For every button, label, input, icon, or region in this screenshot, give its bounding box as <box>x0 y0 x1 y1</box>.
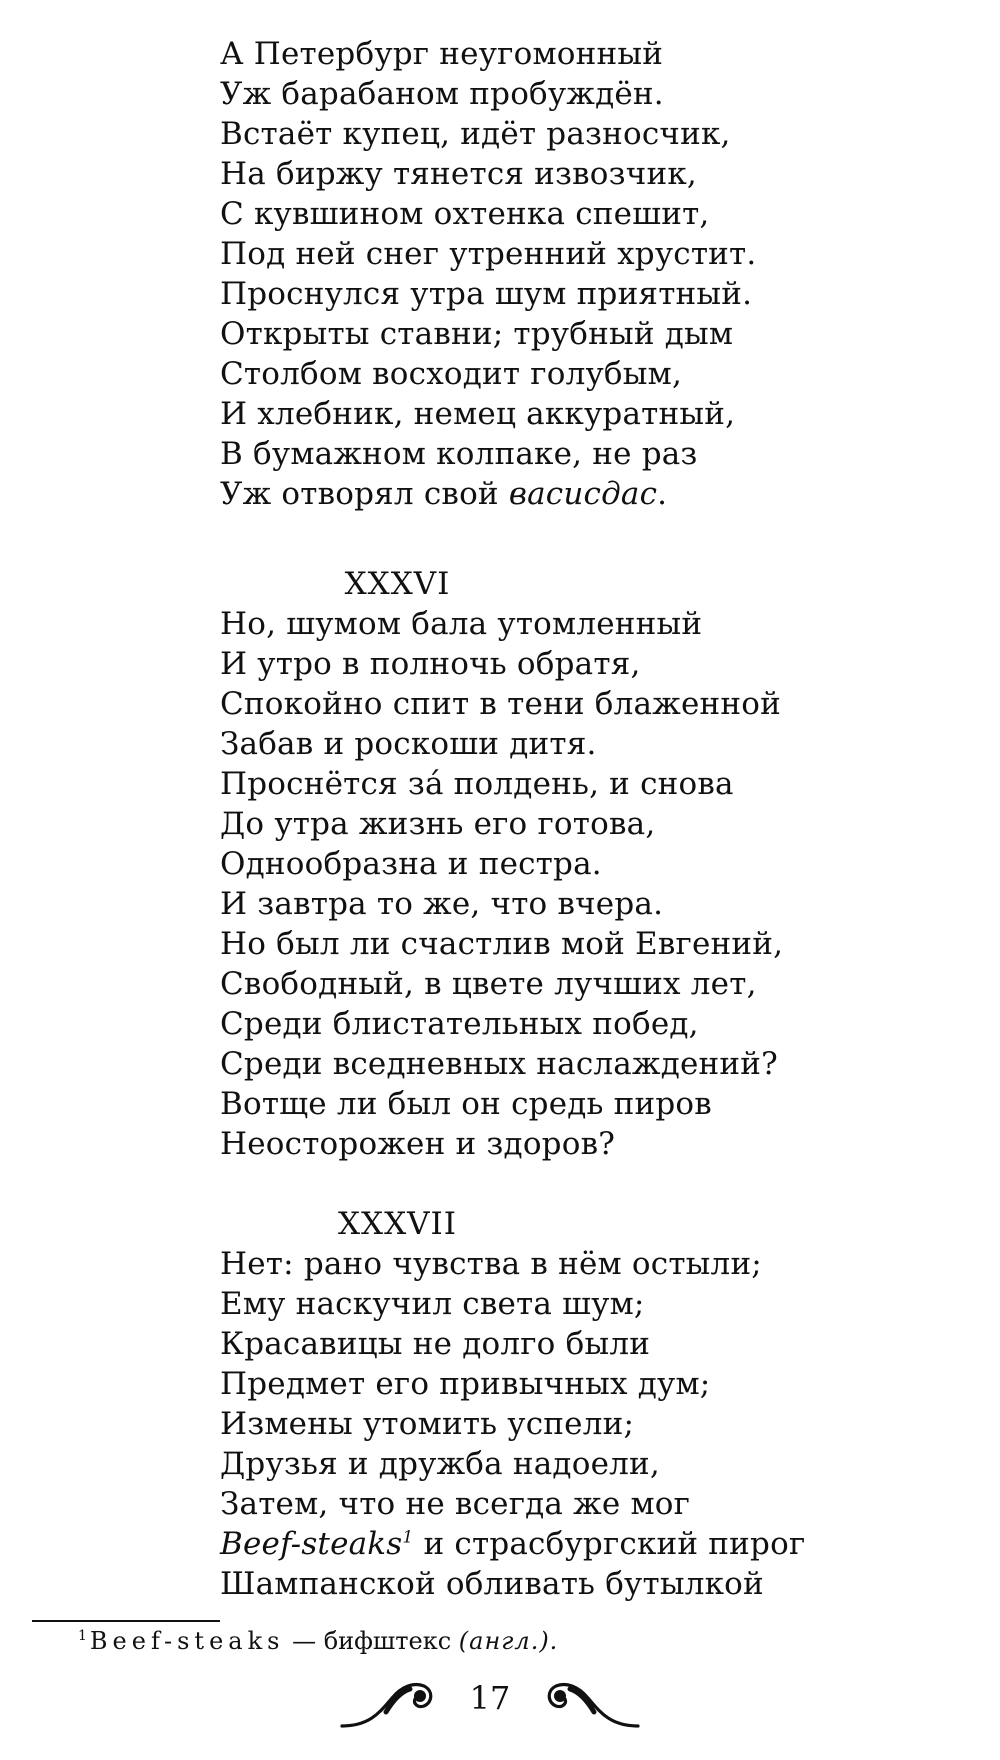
verse-line: Уж барабаном пробуждён. <box>220 76 664 112</box>
footnote-rule <box>32 1620 220 1622</box>
verse-line: Ему наскучил света шум; <box>220 1286 645 1322</box>
footnote-text: — бифштекс <box>284 1627 459 1655</box>
page-number: 17 <box>469 1679 511 1717</box>
verse-line: До утра жизнь его готова, <box>220 806 656 842</box>
verse-line: Шампанской обливать бутылкой <box>220 1566 764 1602</box>
swirl-ornament-icon <box>340 1672 450 1732</box>
verse-line-with-footnote <box>220 1524 920 1564</box>
swirl-ornament-icon <box>530 1672 640 1732</box>
verse-line: Но, шумом бала утомленный <box>220 606 703 642</box>
verse-line: Вотще ли был он средь пиров <box>220 1086 712 1122</box>
verse-line: Красавицы не долго были <box>220 1326 651 1362</box>
verse-line: Предмет его привычных дум; <box>220 1366 711 1402</box>
italic-word: васисдас <box>508 476 658 512</box>
stanza-number: XXXVI <box>344 566 451 602</box>
verse-line: Друзья и дружба надоели, <box>220 1446 660 1482</box>
verse-line: Измены утомить успели; <box>220 1406 635 1442</box>
verse-line: В бумажном колпаке, не раз <box>220 436 698 472</box>
verse-line: И хлебник, немец аккуратный, <box>220 396 736 432</box>
verse-line: С кувшином охтенка спешит, <box>220 196 710 232</box>
verse-line: Однообразна и пестра. <box>220 846 602 882</box>
verse-line: Проснётся за́ полдень, и снова <box>220 766 734 802</box>
verse-line: Свободный, в цвете лучших лет, <box>220 966 757 1002</box>
verse-line: А Петербург неугомонный <box>220 36 664 72</box>
verse-text: и страсбургский пирог <box>413 1526 806 1562</box>
verse-text: Уж отворял свой <box>220 476 509 512</box>
verse-line: Среди вседневных наслаждений? <box>220 1046 778 1082</box>
verse-line: Встаёт купец, идёт разносчик, <box>220 116 731 152</box>
verse-line: Среди блистательных побед, <box>220 1006 699 1042</box>
verse-line: Столбом восходит голубым, <box>220 356 683 392</box>
stanza-36 <box>220 604 920 1164</box>
punctuation: . <box>657 476 668 512</box>
verse-line: Затем, что не всегда же мог <box>220 1486 691 1522</box>
verse-line: Нет: рано чувства в нём остыли; <box>220 1246 762 1282</box>
verse-line: Под ней снег утренний хрустит. <box>220 236 757 272</box>
footnote <box>78 1624 558 1658</box>
verse-line: Спокойно спит в тени блаженной <box>220 686 781 722</box>
verse-line: И завтра то же, что вчера. <box>220 886 664 922</box>
footnote-term: Beef-steaks <box>89 1627 285 1655</box>
footnote-reference[interactable]: 1 <box>402 1527 414 1548</box>
verse-line: На биржу тянется извозчик, <box>220 156 697 192</box>
verse-line: Но был ли счастлив мой Евгений, <box>220 926 784 962</box>
verse-line: Проснулся утра шум приятный. <box>220 276 753 312</box>
footnote-mark: 1 <box>78 1628 87 1644</box>
verse-line: Открыты ставни; трубный дым <box>220 316 734 352</box>
stanza-35-tail <box>220 34 920 514</box>
italic-foreign-word: Beef-steaks <box>220 1526 403 1562</box>
stanza-37 <box>220 1244 920 1604</box>
verse-line: Забав и роскоши дитя. <box>220 726 597 762</box>
verse-line: Неосторожен и здоров? <box>220 1126 616 1162</box>
verse-line: И утро в полночь обратя, <box>220 646 641 682</box>
verse-line-last <box>220 474 920 514</box>
stanza-number: XXXVII <box>337 1206 458 1242</box>
footnote-gloss: (англ.). <box>458 1627 559 1655</box>
page-footer <box>340 1672 640 1742</box>
